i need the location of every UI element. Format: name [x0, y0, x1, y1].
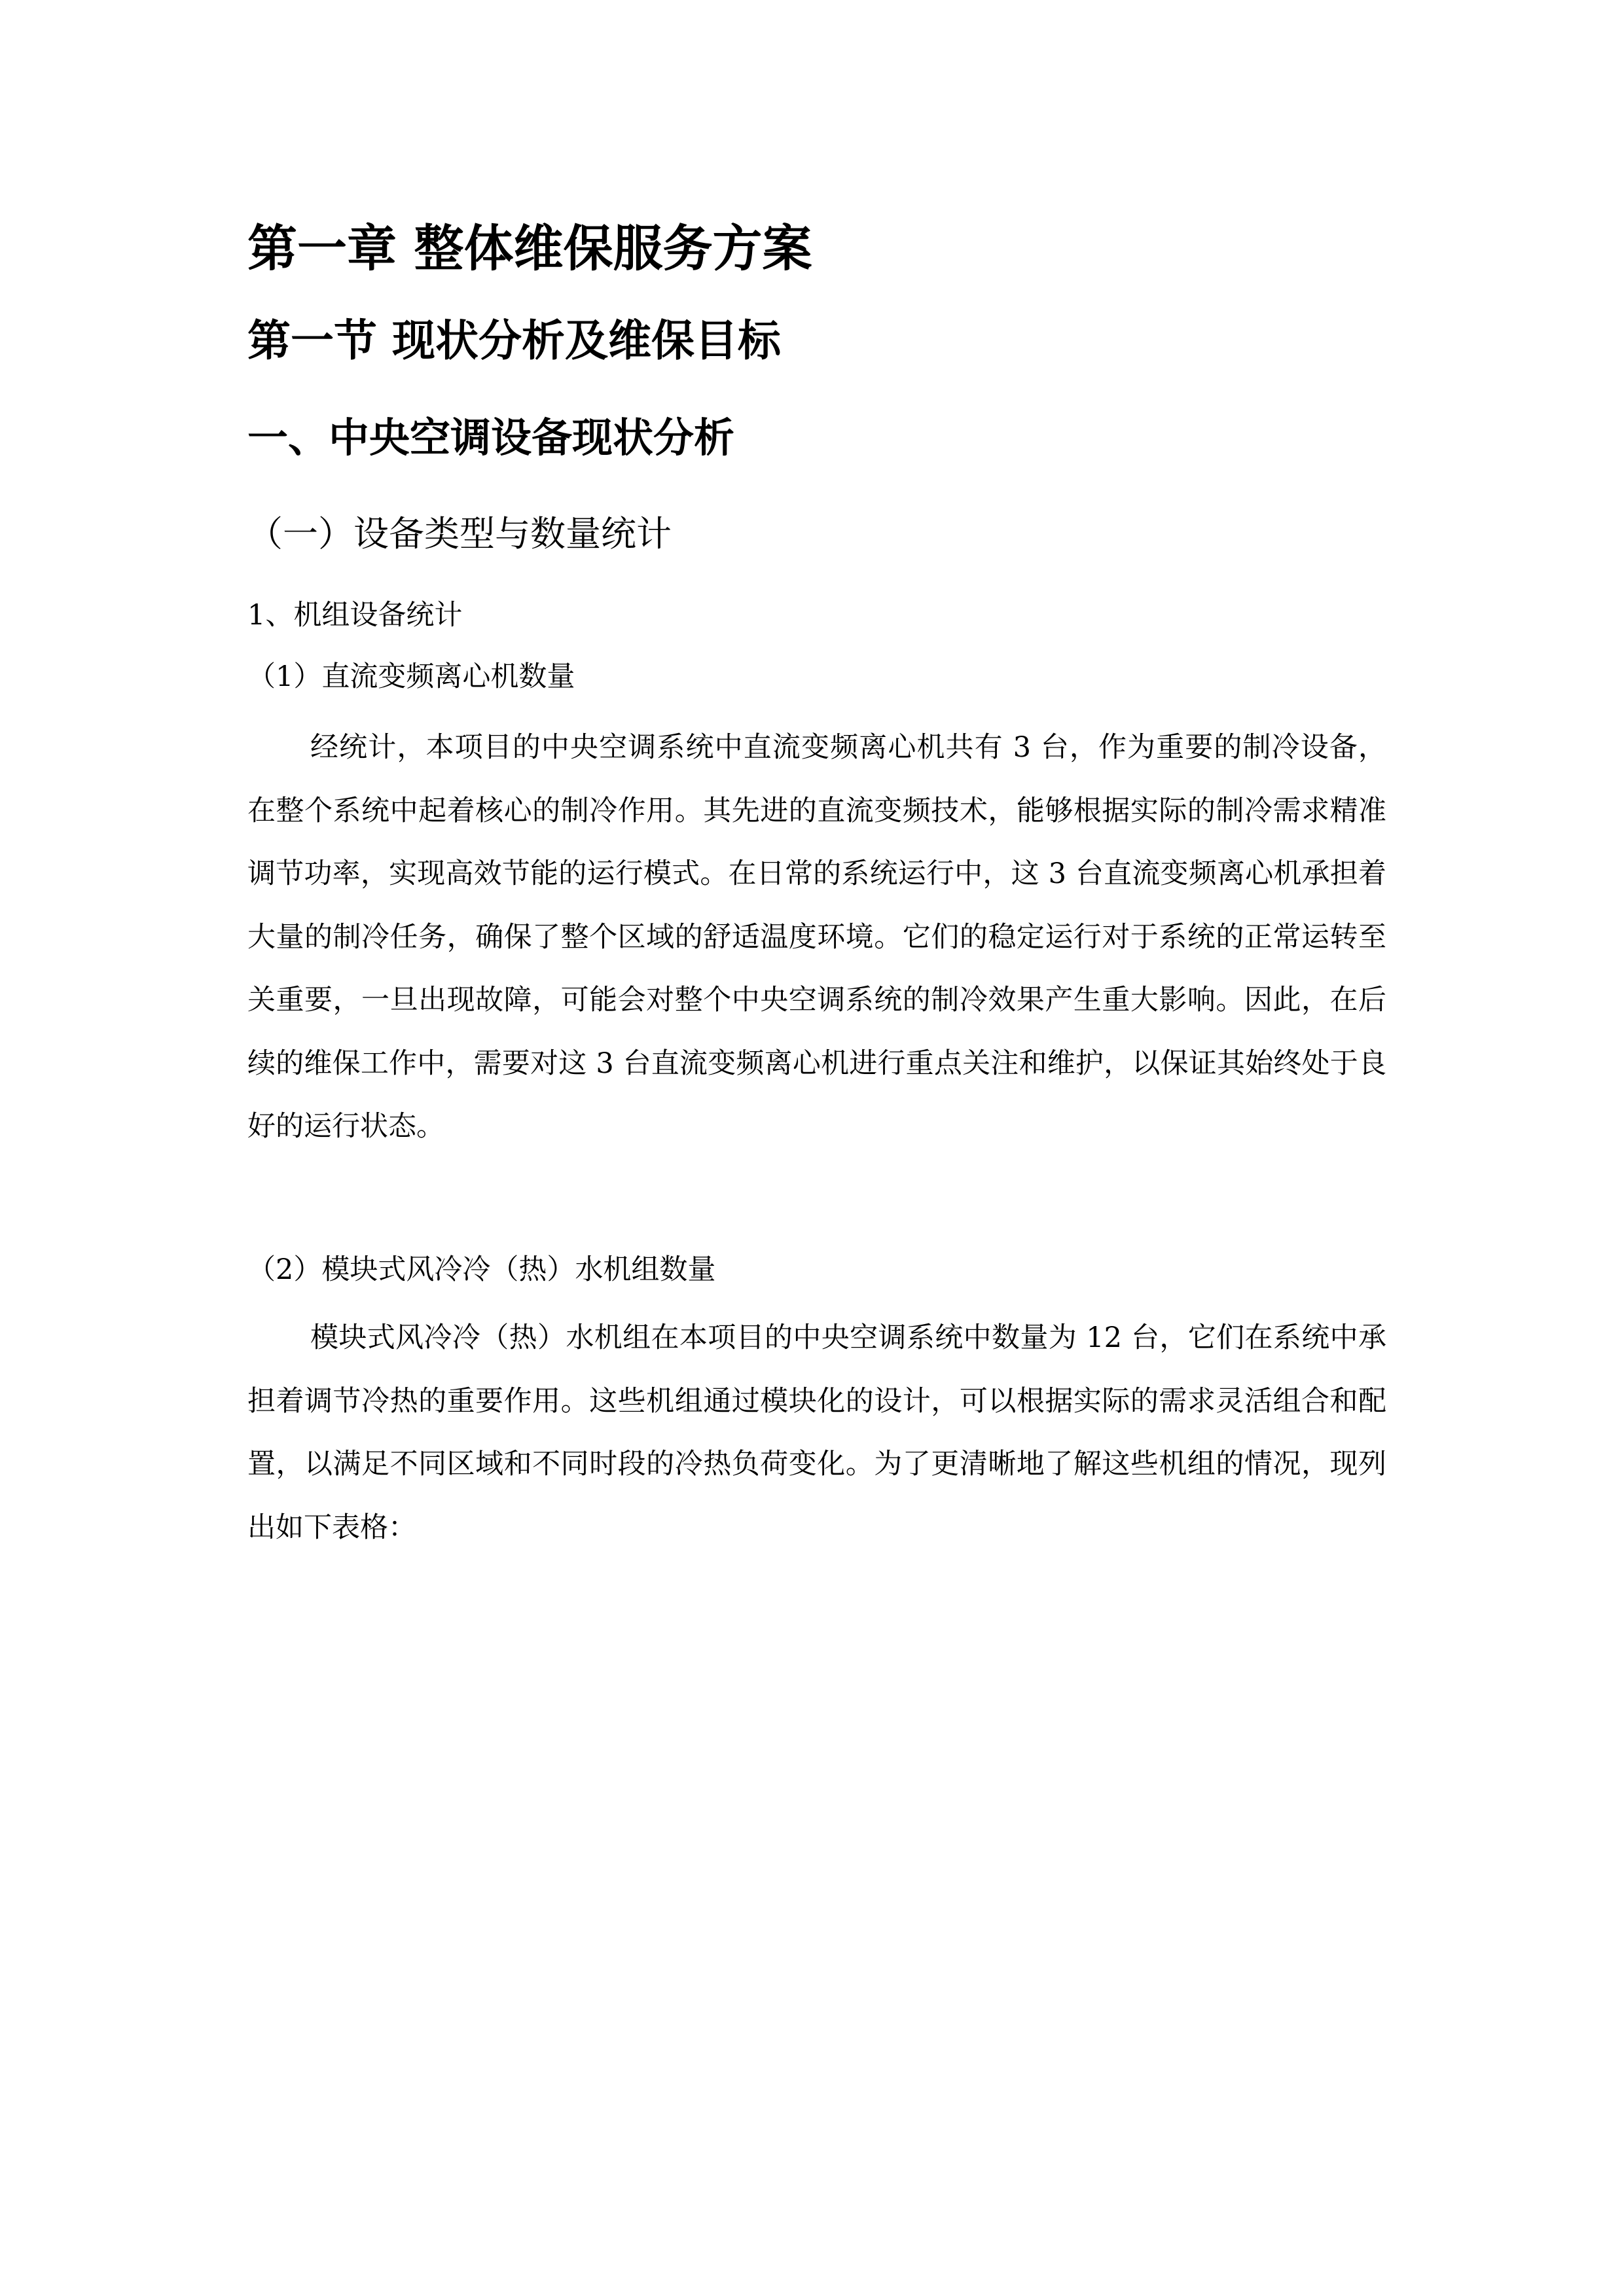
heading-modular-chillers: （2）模块式风冷冷（热）水机组数量 — [247, 1253, 716, 1286]
heading-device-types: （一）设备类型与数量统计 — [247, 513, 672, 554]
chapter-title: 第一章 整体维保服务方案 — [247, 219, 812, 278]
section-title: 第一节 现状分析及维保目标 — [247, 315, 781, 366]
paragraph-modular-chillers: 模块式风冷冷（热）水机组在本项目的中央空调系统中数量为 12 台，它们在系统中承担着调节冷热的重要作用。这些机组通过模块化的设计，可以根据实际的需求灵活组合和配置，以满足不同区域和不同时段的冷热负荷变化。为了更清晰地了解这些机组的情况，现列出如下表格： — [247, 1321, 1386, 1544]
heading-centrifugal-chillers: （1）直流变频离心机数量 — [247, 660, 575, 693]
paragraph-centrifugal-chillers: 经统计，本项目的中央空调系统中直流变频离心机共有 3 台，作为重要的制冷设备，在整个系统中起着核心的制冷作用。其先进的直流变频技术，能够根据实际的制冷需求精准调节功率，实现高效节能的运行模式。在日常的系统运行中，这 3 台直流变频离心机承担着大量的制冷任务，确保了整个区域的舒适温度环境。它们的稳定运行对于系统的正常运转至关重要，一旦出现故障，可能会对整个中央空调系统的制冷效果产生重大影响。因此，在后续的维保工作中，需要对这 3 台直流变频离心机进行重点关注和维护，以保证其始终处于良好的运行状态。 — [247, 731, 1386, 1143]
heading-unit-statistics: 1、机组设备统计 — [247, 599, 463, 632]
subsection-title: 一、中央空调设备现状分析 — [247, 414, 735, 461]
